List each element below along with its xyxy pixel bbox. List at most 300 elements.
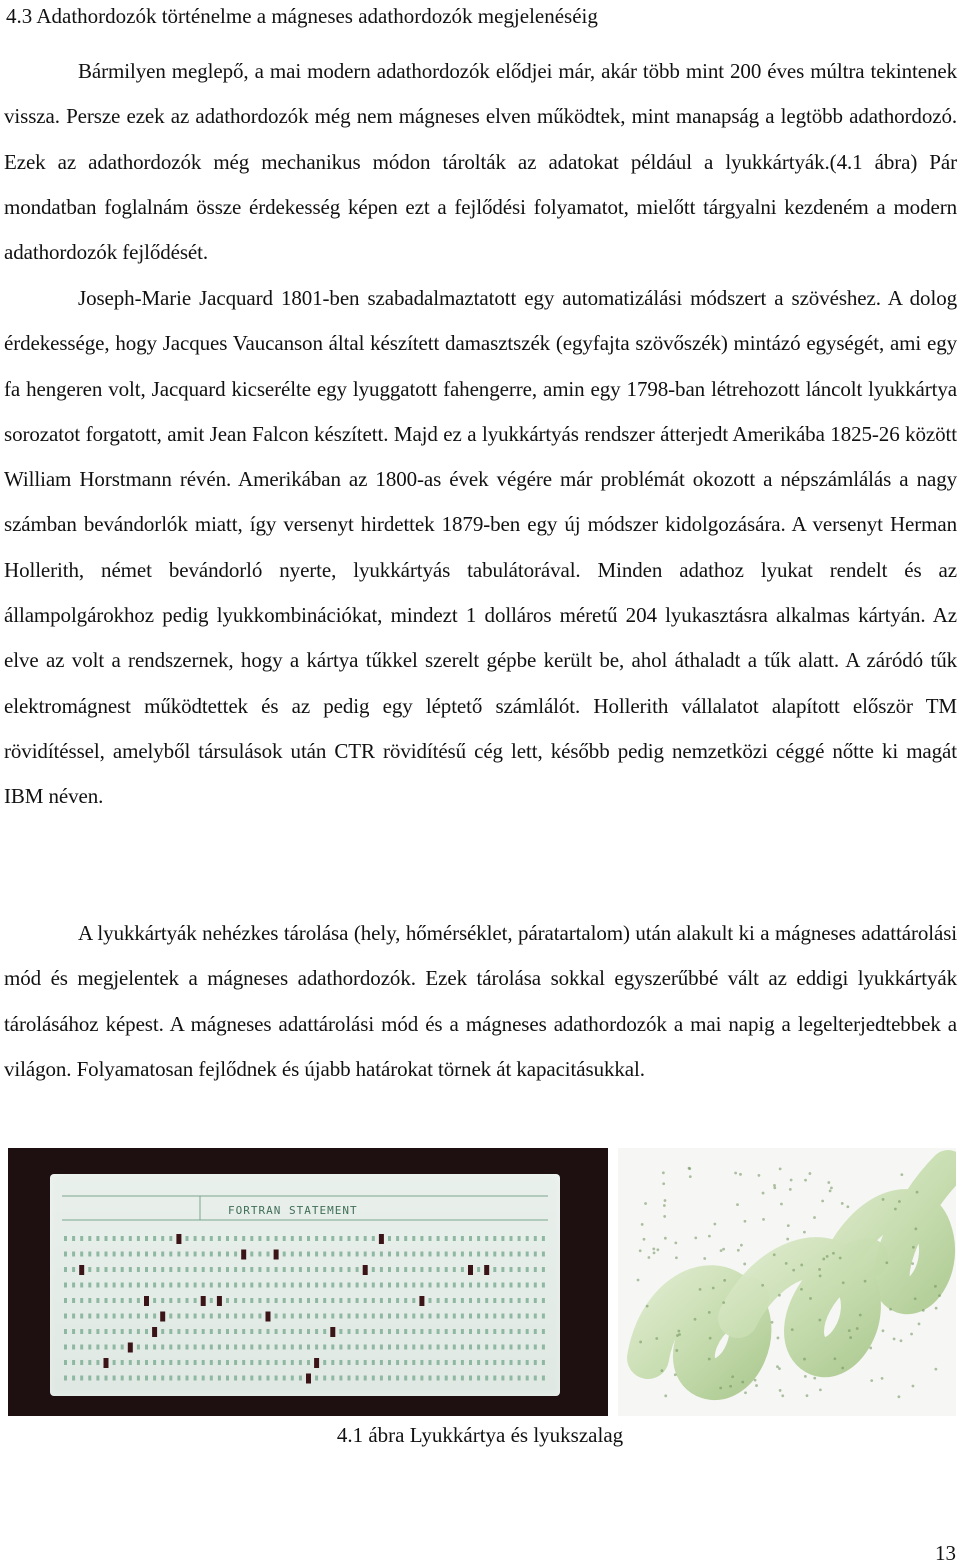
card-digit-mark	[542, 1283, 545, 1288]
card-digit-mark	[501, 1329, 504, 1334]
card-digit-mark	[202, 1360, 205, 1365]
card-digit-mark	[542, 1236, 545, 1241]
card-digit-mark	[323, 1252, 326, 1257]
card-digit-mark	[250, 1236, 253, 1241]
card-digit-mark	[105, 1267, 108, 1272]
card-digit-mark	[64, 1283, 67, 1288]
card-digit-mark	[526, 1267, 529, 1272]
tape-hole	[779, 1167, 782, 1170]
card-digit-mark	[404, 1376, 407, 1381]
card-digit-mark	[372, 1283, 375, 1288]
card-digit-mark	[258, 1298, 261, 1303]
card-digit-mark	[177, 1252, 180, 1257]
card-digit-mark	[453, 1298, 456, 1303]
tape-hole	[722, 1248, 725, 1251]
tape-hole	[762, 1218, 765, 1221]
card-digit-mark	[364, 1329, 367, 1334]
card-punched-hole	[144, 1296, 149, 1306]
card-digit-mark	[445, 1376, 448, 1381]
card-digit-mark	[437, 1252, 440, 1257]
card-digit-mark	[307, 1298, 310, 1303]
card-digit-mark	[80, 1345, 83, 1350]
card-digit-mark	[96, 1314, 99, 1319]
card-digit-mark	[469, 1345, 472, 1350]
card-digit-mark	[283, 1298, 286, 1303]
card-digit-mark	[88, 1283, 91, 1288]
card-digit-mark	[218, 1345, 221, 1350]
card-digit-mark	[412, 1345, 415, 1350]
card-digit-mark	[542, 1329, 545, 1334]
card-digit-mark	[250, 1360, 253, 1365]
card-digit-mark	[234, 1252, 237, 1257]
card-digit-mark	[210, 1283, 213, 1288]
card-digit-mark	[72, 1283, 75, 1288]
punch-card-photo	[8, 1148, 608, 1416]
card-digit-mark	[96, 1236, 99, 1241]
tape-hole	[803, 1358, 806, 1361]
card-digit-mark	[105, 1236, 108, 1241]
card-digit-mark	[113, 1345, 116, 1350]
card-digit-mark	[194, 1298, 197, 1303]
card-digit-mark	[348, 1314, 351, 1319]
card-punched-hole	[176, 1234, 181, 1244]
tape-hole	[661, 1369, 664, 1372]
card-digit-mark	[501, 1298, 504, 1303]
card-digit-mark	[153, 1298, 156, 1303]
tape-hole	[900, 1173, 903, 1176]
card-digit-mark	[186, 1267, 189, 1272]
card-digit-mark	[453, 1267, 456, 1272]
card-digit-mark	[129, 1236, 132, 1241]
tape-hole	[739, 1173, 742, 1176]
card-digit-mark	[226, 1236, 229, 1241]
tape-hole	[719, 1387, 722, 1390]
card-digit-mark	[275, 1345, 278, 1350]
card-digit-mark	[429, 1267, 432, 1272]
tape-hole	[916, 1191, 919, 1194]
tape-hole	[787, 1224, 790, 1227]
card-digit-mark	[445, 1329, 448, 1334]
tape-hole	[703, 1257, 706, 1260]
card-digit-mark	[291, 1360, 294, 1365]
tape-hole	[643, 1238, 646, 1241]
card-digit-mark	[145, 1236, 148, 1241]
card-digit-mark	[372, 1376, 375, 1381]
card-digit-mark	[275, 1314, 278, 1319]
tape-hole	[653, 1251, 656, 1254]
card-digit-mark	[461, 1252, 464, 1257]
tape-hole	[882, 1329, 885, 1332]
card-digit-mark	[526, 1298, 529, 1303]
card-digit-mark	[323, 1376, 326, 1381]
card-digit-mark	[299, 1236, 302, 1241]
card-digit-mark	[234, 1376, 237, 1381]
tape-hole	[723, 1279, 726, 1282]
card-digit-mark	[510, 1360, 513, 1365]
card-digit-mark	[72, 1252, 75, 1257]
card-digit-mark	[501, 1360, 504, 1365]
card-digit-mark	[186, 1283, 189, 1288]
card-digit-mark	[105, 1345, 108, 1350]
tape-hole	[720, 1249, 723, 1252]
card-digit-mark	[315, 1283, 318, 1288]
card-digit-mark	[267, 1376, 270, 1381]
card-digit-mark	[299, 1252, 302, 1257]
card-digit-mark	[121, 1329, 124, 1334]
card-digit-mark	[88, 1314, 91, 1319]
card-digit-mark	[331, 1360, 334, 1365]
card-digit-mark	[477, 1329, 480, 1334]
card-digit-mark	[356, 1252, 359, 1257]
tape-hole	[776, 1365, 779, 1368]
card-digit-mark	[145, 1345, 148, 1350]
tape-hole	[777, 1337, 780, 1340]
card-digit-mark	[339, 1267, 342, 1272]
tape-hole	[708, 1311, 711, 1314]
card-digit-mark	[283, 1329, 286, 1334]
tape-hole	[674, 1373, 677, 1376]
card-digit-mark	[331, 1376, 334, 1381]
card-digit-mark	[469, 1314, 472, 1319]
card-digit-mark	[510, 1298, 513, 1303]
card-digit-mark	[258, 1329, 261, 1334]
card-digit-mark	[331, 1236, 334, 1241]
tape-hole	[813, 1216, 816, 1219]
card-digit-mark	[307, 1283, 310, 1288]
card-digit-mark	[437, 1236, 440, 1241]
card-digit-mark	[283, 1345, 286, 1350]
card-punched-hole	[484, 1265, 489, 1275]
card-digit-mark	[501, 1345, 504, 1350]
tape-hole	[910, 1333, 913, 1336]
card-digit-mark	[323, 1329, 326, 1334]
tape-hole	[639, 1341, 642, 1344]
card-digit-mark	[323, 1298, 326, 1303]
card-digit-mark	[161, 1345, 164, 1350]
card-digit-mark	[348, 1283, 351, 1288]
card-digit-mark	[113, 1236, 116, 1241]
card-digit-mark	[420, 1376, 423, 1381]
tape-hole	[694, 1318, 697, 1321]
tape-hole	[818, 1319, 821, 1322]
card-digit-mark	[105, 1283, 108, 1288]
card-digit-mark	[145, 1283, 148, 1288]
tape-hole	[870, 1379, 873, 1382]
card-digit-mark	[80, 1360, 83, 1365]
card-digit-mark	[283, 1376, 286, 1381]
card-digit-mark	[396, 1283, 399, 1288]
card-digit-mark	[331, 1298, 334, 1303]
card-digit-mark	[339, 1298, 342, 1303]
card-digit-mark	[388, 1267, 391, 1272]
card-digit-mark	[429, 1376, 432, 1381]
tape-hole	[829, 1189, 832, 1192]
card-digit-mark	[331, 1252, 334, 1257]
card-digit-mark	[242, 1329, 245, 1334]
card-digit-mark	[348, 1267, 351, 1272]
tape-hole	[918, 1323, 921, 1326]
card-digit-mark	[161, 1236, 164, 1241]
tape-hole	[882, 1198, 885, 1201]
card-digit-mark	[485, 1298, 488, 1303]
card-digit-mark	[534, 1376, 537, 1381]
card-digit-mark	[477, 1252, 480, 1257]
card-punched-hole	[160, 1312, 165, 1322]
card-digit-mark	[542, 1345, 545, 1350]
tape-hole	[856, 1327, 859, 1330]
card-digit-mark	[186, 1329, 189, 1334]
card-digit-mark	[526, 1329, 529, 1334]
card-digit-mark	[234, 1283, 237, 1288]
card-digit-mark	[372, 1252, 375, 1257]
card-digit-mark	[323, 1236, 326, 1241]
card-digit-mark	[429, 1360, 432, 1365]
card-digit-mark	[242, 1298, 245, 1303]
tape-hole	[893, 1338, 896, 1341]
card-digit-mark	[113, 1314, 116, 1319]
card-digit-mark	[145, 1252, 148, 1257]
tape-hole	[846, 1205, 849, 1208]
card-digit-mark	[194, 1345, 197, 1350]
card-digit-mark	[461, 1376, 464, 1381]
card-digit-mark	[299, 1345, 302, 1350]
tape-hole	[792, 1269, 795, 1272]
tape-hole	[652, 1248, 655, 1251]
tape-hole	[813, 1377, 816, 1380]
card-digit-mark	[542, 1314, 545, 1319]
card-digit-mark	[477, 1267, 480, 1272]
card-digit-mark	[412, 1267, 415, 1272]
card-digit-mark	[283, 1283, 286, 1288]
card-digit-mark	[315, 1345, 318, 1350]
card-digit-mark	[315, 1329, 318, 1334]
card-digit-mark	[210, 1236, 213, 1241]
card-digit-mark	[469, 1376, 472, 1381]
card-digit-mark	[493, 1360, 496, 1365]
card-digit-mark	[461, 1345, 464, 1350]
card-digit-mark	[121, 1376, 124, 1381]
tape-hole	[675, 1256, 678, 1259]
card-digit-mark	[267, 1236, 270, 1241]
tape-hole	[827, 1181, 830, 1184]
card-digit-mark	[267, 1360, 270, 1365]
card-digit-mark	[137, 1360, 140, 1365]
tape-hole	[662, 1171, 665, 1174]
card-digit-mark	[420, 1267, 423, 1272]
card-digit-mark	[453, 1360, 456, 1365]
card-digit-mark	[518, 1360, 521, 1365]
card-digit-mark	[542, 1298, 545, 1303]
card-digit-mark	[218, 1283, 221, 1288]
tape-hole	[822, 1258, 825, 1261]
card-digit-mark	[453, 1236, 456, 1241]
card-digit-mark	[194, 1314, 197, 1319]
tape-hole	[791, 1328, 794, 1331]
card-digit-mark	[161, 1283, 164, 1288]
card-digit-mark	[315, 1252, 318, 1257]
tape-hole	[740, 1244, 743, 1247]
card-digit-mark	[121, 1298, 124, 1303]
card-punched-hole	[379, 1234, 384, 1244]
card-digit-mark	[372, 1314, 375, 1319]
card-digit-mark	[364, 1252, 367, 1257]
card-digit-mark	[194, 1252, 197, 1257]
card-digit-mark	[202, 1345, 205, 1350]
card-digit-mark	[145, 1376, 148, 1381]
card-digit-mark	[250, 1376, 253, 1381]
card-digit-mark	[388, 1345, 391, 1350]
card-digit-mark	[218, 1267, 221, 1272]
tape-hole	[818, 1268, 821, 1271]
card-digit-mark	[469, 1283, 472, 1288]
card-digit-mark	[348, 1376, 351, 1381]
card-digit-mark	[267, 1283, 270, 1288]
card-digit-mark	[429, 1236, 432, 1241]
card-digit-mark	[510, 1252, 513, 1257]
tape-hole	[664, 1394, 667, 1397]
card-digit-mark	[202, 1252, 205, 1257]
card-digit-mark	[275, 1376, 278, 1381]
card-digit-mark	[242, 1360, 245, 1365]
tape-hole	[655, 1337, 658, 1340]
tape-hole	[641, 1223, 644, 1226]
card-digit-mark	[194, 1236, 197, 1241]
card-digit-mark	[121, 1360, 124, 1365]
card-digit-mark	[169, 1236, 172, 1241]
card-digit-mark	[275, 1283, 278, 1288]
card-digit-mark	[121, 1252, 124, 1257]
card-digit-mark	[137, 1345, 140, 1350]
card-digit-mark	[226, 1345, 229, 1350]
tape-hole	[689, 1175, 692, 1178]
card-digit-mark	[80, 1252, 83, 1257]
punch-card-digit-rows	[64, 1236, 545, 1381]
card-digit-mark	[250, 1267, 253, 1272]
card-digit-mark	[372, 1345, 375, 1350]
card-digit-mark	[72, 1360, 75, 1365]
card-digit-mark	[258, 1267, 261, 1272]
card-digit-mark	[234, 1267, 237, 1272]
card-digit-mark	[299, 1314, 302, 1319]
card-digit-mark	[258, 1236, 261, 1241]
card-digit-mark	[315, 1236, 318, 1241]
tape-hole	[729, 1385, 732, 1388]
card-digit-mark	[412, 1360, 415, 1365]
tape-hole	[722, 1301, 725, 1304]
card-digit-mark	[518, 1252, 521, 1257]
card-digit-mark	[218, 1376, 221, 1381]
card-digit-mark	[258, 1314, 261, 1319]
card-digit-mark	[161, 1376, 164, 1381]
card-digit-mark	[461, 1314, 464, 1319]
card-digit-mark	[250, 1283, 253, 1288]
card-digit-mark	[388, 1283, 391, 1288]
tape-hole	[644, 1202, 647, 1205]
card-digit-mark	[186, 1252, 189, 1257]
card-digit-mark	[339, 1376, 342, 1381]
tape-hole	[922, 1309, 925, 1312]
card-digit-mark	[331, 1314, 334, 1319]
card-digit-mark	[396, 1236, 399, 1241]
card-digit-mark	[372, 1236, 375, 1241]
tape-hole	[637, 1279, 640, 1282]
punch-card-grid	[50, 1174, 560, 1396]
card-digit-mark	[364, 1283, 367, 1288]
card-digit-mark	[453, 1329, 456, 1334]
card-digit-mark	[493, 1267, 496, 1272]
card-digit-mark	[177, 1376, 180, 1381]
card-digit-mark	[250, 1314, 253, 1319]
card-digit-mark	[64, 1314, 67, 1319]
card-punched-hole	[201, 1296, 206, 1306]
card-digit-mark	[226, 1298, 229, 1303]
card-digit-mark	[534, 1345, 537, 1350]
card-digit-mark	[356, 1329, 359, 1334]
card-digit-mark	[493, 1252, 496, 1257]
card-digit-mark	[299, 1329, 302, 1334]
card-digit-mark	[339, 1360, 342, 1365]
card-digit-mark	[534, 1314, 537, 1319]
card-digit-mark	[80, 1298, 83, 1303]
card-digit-mark	[299, 1283, 302, 1288]
card-digit-mark	[469, 1329, 472, 1334]
card-digit-mark	[210, 1267, 213, 1272]
card-digit-mark	[339, 1345, 342, 1350]
tape-hole	[889, 1308, 892, 1311]
card-digit-mark	[485, 1283, 488, 1288]
card-digit-mark	[194, 1360, 197, 1365]
card-digit-mark	[323, 1314, 326, 1319]
tape-hole	[885, 1261, 888, 1264]
card-digit-mark	[113, 1252, 116, 1257]
card-digit-mark	[234, 1329, 237, 1334]
tape-hole	[708, 1235, 711, 1238]
card-digit-mark	[226, 1376, 229, 1381]
tape-hole	[662, 1182, 665, 1185]
card-digit-mark	[291, 1283, 294, 1288]
tape-hole	[841, 1367, 844, 1370]
tape-hole	[694, 1237, 697, 1240]
card-punched-hole	[330, 1327, 335, 1337]
card-digit-mark	[88, 1236, 91, 1241]
tape-hole	[761, 1284, 764, 1287]
card-punched-hole	[241, 1250, 246, 1260]
card-digit-mark	[275, 1329, 278, 1334]
card-digit-mark	[477, 1283, 480, 1288]
card-digit-mark	[145, 1267, 148, 1272]
card-digit-mark	[526, 1314, 529, 1319]
card-punched-hole	[152, 1327, 157, 1337]
card-digit-mark	[315, 1376, 318, 1381]
card-digit-mark	[364, 1314, 367, 1319]
card-digit-mark	[429, 1283, 432, 1288]
card-digit-mark	[129, 1376, 132, 1381]
card-digit-mark	[348, 1329, 351, 1334]
tape-hole	[803, 1231, 806, 1234]
card-digit-mark	[64, 1236, 67, 1241]
card-punched-hole	[306, 1374, 311, 1384]
card-digit-mark	[153, 1236, 156, 1241]
card-digit-mark	[526, 1376, 529, 1381]
card-digit-mark	[485, 1252, 488, 1257]
card-digit-mark	[169, 1283, 172, 1288]
card-digit-mark	[80, 1329, 83, 1334]
card-digit-mark	[518, 1236, 521, 1241]
card-digit-mark	[380, 1252, 383, 1257]
tape-hole	[842, 1281, 845, 1284]
figure-caption: 4.1 ábra Lyukkártya és lyukszalag	[336, 1423, 624, 1447]
card-digit-mark	[412, 1283, 415, 1288]
